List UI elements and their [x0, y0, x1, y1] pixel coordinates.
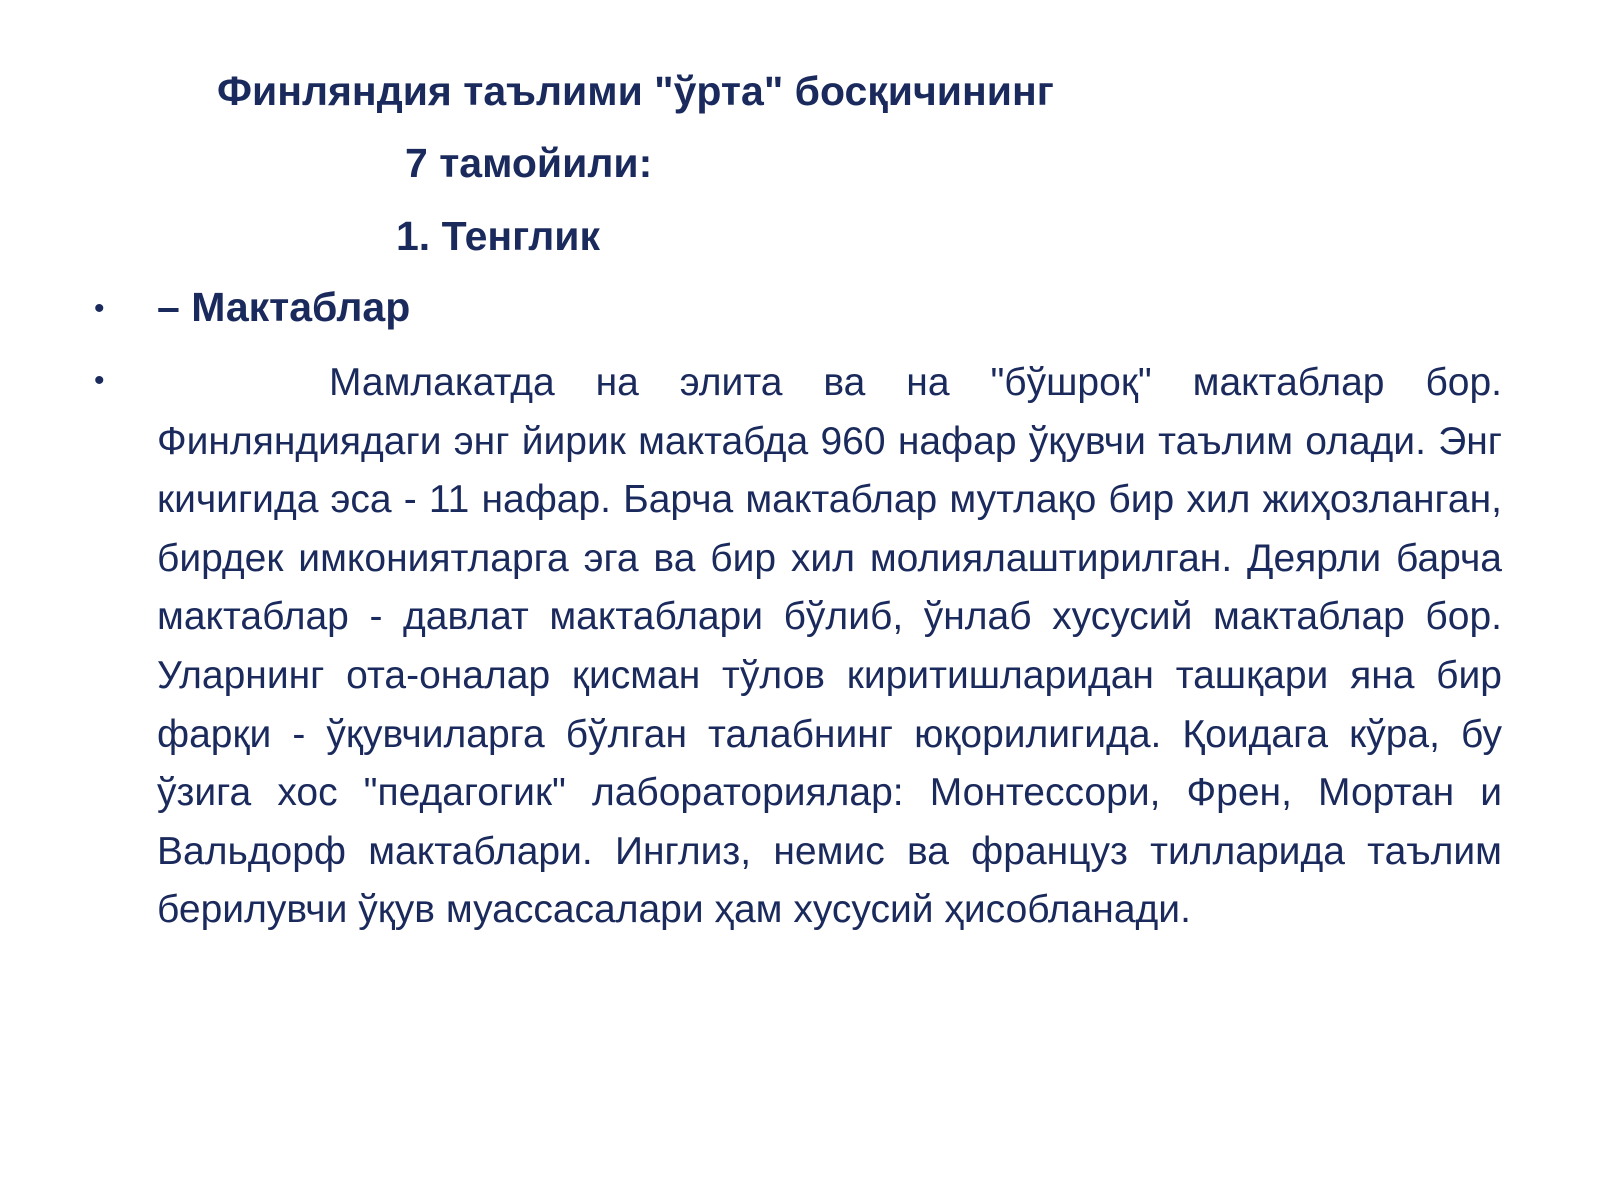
- slide-subtitle: 1. Тенглик: [396, 213, 600, 259]
- list-item-heading: – Мактаблар: [157, 284, 411, 330]
- slide-title-line-1: Финляндия таълими "ўрта" босқичининг: [217, 68, 1054, 114]
- bullet-marker: •: [94, 292, 105, 325]
- slide-title-line-2: 7 тамойили:: [405, 140, 653, 186]
- bullet-marker: •: [94, 364, 105, 397]
- body-paragraph: Мамлакатда на элита ва на "бўшроқ" мактаблар бор. Финляндиядаги энг йирик мактабда 960 нафар ўқувчи таълим олади. Энг кичигида эса - 11 нафар. Барча мактаблар мутлақо бир хил жиҳозланган, бирдек имкониятларга эга ва бир хил молиялаштирилган. Деярли барча мактаблар - давлат мактаблари бўлиб, ўнлаб хусусий мактаблар бор. Уларнинг ота-оналар қисман тўлов киритишларидан ташқари яна бир фарқи - ўқувчиларга бўлган талабнинг юқорилигида. Қоидага кўра, бу ўзига хос "педагогик" лабораториялар: Монтессори, Френ, Мортан и Вальдорф мактаблари. Инглиз, немис ва француз тилларида таълим берилувчи ўқув муассасалари ҳам хусусий ҳисобланади.: [157, 361, 1502, 932]
